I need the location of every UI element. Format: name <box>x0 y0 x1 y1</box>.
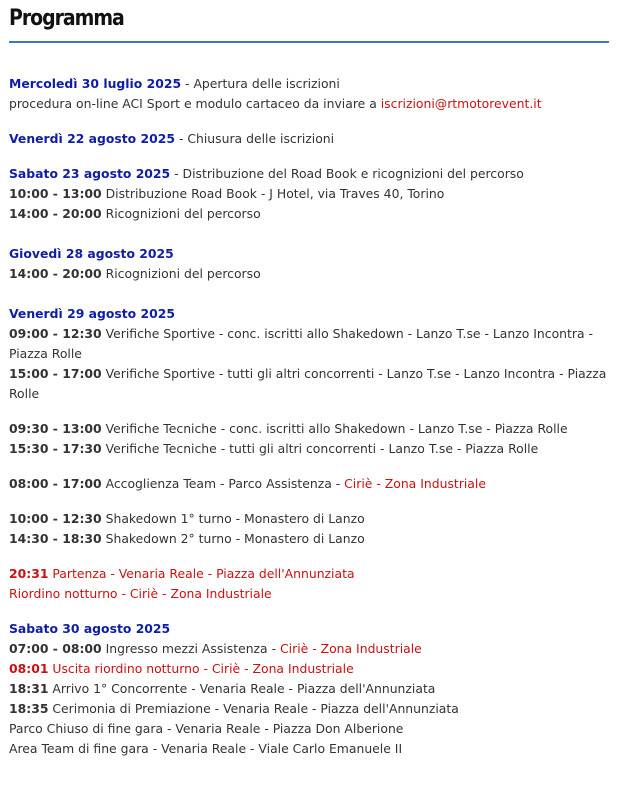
email-link[interactable]: iscrizioni@rtmotorevent.it <box>380 96 542 111</box>
row-text: Verifiche Sportive - tutti gli altri concorrenti - Lanzo T.se - Lanzo Incontra - Piazza Rolle <box>9 366 607 401</box>
row-text: Cerimonia di Premiazione - Venaria Reale - Piazza dell'Annunziata <box>48 701 459 716</box>
schedule-row <box>9 204 614 224</box>
entry-heading <box>9 74 614 94</box>
schedule-row <box>9 509 614 529</box>
schedule-row <box>9 659 614 679</box>
row-time: 09:30 - 13:00 <box>9 421 102 436</box>
row-text: Ricognizioni del percorso <box>101 266 261 281</box>
row-time: 15:00 - 17:00 <box>9 366 102 381</box>
schedule-row <box>9 324 614 364</box>
schedule-entry-thursday <box>9 244 614 284</box>
entry-date: Giovedì 28 agosto 2025 <box>9 246 174 261</box>
schedule-row <box>9 264 614 284</box>
row-text: Arrivo 1° Concorrente - Venaria Reale - Piazza dell'Annunziata <box>48 681 436 696</box>
row-time: 15:30 - 17:30 <box>9 441 102 456</box>
entry-heading <box>9 164 614 184</box>
entry-detail <box>9 94 614 114</box>
entry-description: - Apertura delle iscrizioni <box>181 76 340 91</box>
row-text: Distribuzione Road Book - J Hotel, via Traves 40, Torino <box>101 186 445 201</box>
row-text: Uscita riordino notturno - Ciriè - Zona Industriale <box>48 661 354 676</box>
schedule-entry-saturday-final <box>9 619 614 759</box>
schedule-group-tech-checks <box>9 419 614 459</box>
row-time: 18:31 <box>9 681 49 696</box>
row-time: 14:30 - 18:30 <box>9 531 102 546</box>
schedule-row: Riordino notturno - Ciriè - Zona Industriale <box>9 586 272 601</box>
schedule-group-start <box>9 564 614 604</box>
schedule-row <box>9 639 614 659</box>
schedule-row <box>9 419 614 439</box>
row-text: Shakedown 1° turno - Monastero di Lanzo <box>101 511 365 526</box>
page-title: Programma <box>9 6 124 31</box>
entry-date: Venerdì 29 agosto 2025 <box>9 306 175 321</box>
row-text: Accoglienza Team - Parco Assistenza - <box>101 476 345 491</box>
row-text: Ingresso mezzi Assistenza - <box>101 641 280 656</box>
schedule-row <box>9 699 614 719</box>
entry-date: Mercoledì 30 luglio 2025 <box>9 76 182 91</box>
row-time: 10:00 - 13:00 <box>9 186 102 201</box>
schedule-row <box>9 564 614 584</box>
schedule-row: Area Team di fine gara - Venaria Reale - Viale Carlo Emanuele II <box>9 741 403 756</box>
title-underline <box>9 41 609 43</box>
entry-heading <box>9 619 614 639</box>
entry-date: Venerdì 22 agosto 2025 <box>9 131 175 146</box>
row-text: Partenza - Venaria Reale - Piazza dell'Annunziata <box>48 566 355 581</box>
schedule-group-welcome <box>9 474 614 494</box>
row-time: 10:00 - 12:30 <box>9 511 102 526</box>
row-time: 08:00 - 17:00 <box>9 476 102 491</box>
entry-heading <box>9 129 614 149</box>
row-location-highlight: Ciriè - Zona Industriale <box>280 641 422 656</box>
row-text: Verifiche Sportive - conc. iscritti allo Shakedown - Lanzo T.se - Lanzo Incontra - Piazza Rolle <box>9 326 593 361</box>
row-location-highlight: Ciriè - Zona Industriale <box>344 476 486 491</box>
entry-description: - Distribuzione del Road Book e ricognizioni del percorso <box>170 166 524 181</box>
row-text: Verifiche Tecniche - conc. iscritti allo Shakedown - Lanzo T.se - Piazza Rolle <box>101 421 568 436</box>
entry-date: Sabato 30 agosto 2025 <box>9 621 171 636</box>
entry-date: Sabato 23 agosto 2025 <box>9 166 171 181</box>
row-text: Shakedown 2° turno - Monastero di Lanzo <box>101 531 365 546</box>
schedule-row <box>9 184 614 204</box>
row-time: 14:00 - 20:00 <box>9 266 102 281</box>
row-time: 07:00 - 08:00 <box>9 641 102 656</box>
schedule-entry-roadbook <box>9 164 614 224</box>
schedule-entry-closing <box>9 129 614 149</box>
schedule-row: Parco Chiuso di fine gara - Venaria Reale - Piazza Don Alberione <box>9 721 404 736</box>
row-time: 18:35 <box>9 701 49 716</box>
schedule <box>9 74 614 774</box>
schedule-row <box>9 529 614 549</box>
schedule-row <box>9 439 614 459</box>
schedule-row <box>9 474 614 494</box>
schedule-entry-opening <box>9 74 614 114</box>
row-time: 14:00 - 20:00 <box>9 206 102 221</box>
row-time: 08:01 <box>9 661 49 676</box>
schedule-row <box>9 364 614 404</box>
entry-description: - Chiusura delle iscrizioni <box>175 131 335 146</box>
schedule-entry-friday <box>9 304 614 404</box>
row-time: 20:31 <box>9 566 49 581</box>
schedule-row <box>9 679 614 699</box>
row-time: 09:00 - 12:30 <box>9 326 102 341</box>
row-text: Ricognizioni del percorso <box>101 206 261 221</box>
row-text: Verifiche Tecniche - tutti gli altri concorrenti - Lanzo T.se - Piazza Rolle <box>101 441 539 456</box>
entry-detail-text: procedura on-line ACI Sport e modulo cartaceo da inviare a <box>9 96 381 111</box>
schedule-group-shakedown <box>9 509 614 549</box>
entry-heading <box>9 244 614 264</box>
entry-heading <box>9 304 614 324</box>
